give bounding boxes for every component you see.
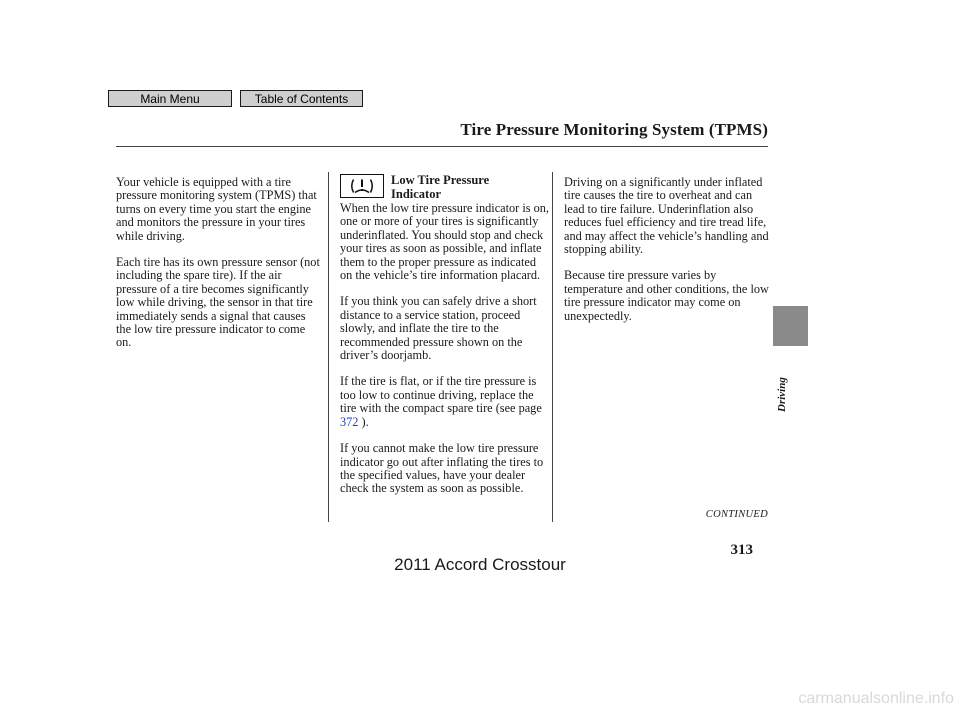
continued-label: CONTINUED [705,509,768,520]
flat-tire-text: If the tire is flat, or if the tire pressure is too low to continue driving, replace the tire with the compact spare tire (see page [340,374,542,416]
subsection-heading [391,174,489,201]
paragraph-indicator-on: When the low tire pressure indicator is on, one or more of your tires is significantly underinflated. You should stop and check your tires as soon as possible, and inflate them to the proper pressure as indicated on the vehicle’s tire information placard. [340,201,549,283]
paragraph-flat-tire [340,375,550,429]
table-of-contents-button[interactable]: Table of Contents [240,90,363,107]
chapter-tab-marker [773,306,808,346]
chapter-side-label: Driving [776,377,788,412]
flat-tire-text-end: ). [358,414,369,429]
paragraph-pressure-variation: Because tire pressure varies by temperature and other conditions, the low tire pressure indicator may come on unexpectedly. [564,268,769,323]
subsection-heading-line1: Low Tire Pressure [391,173,490,187]
column-left [116,176,322,363]
column-middle [340,202,550,509]
section-title: Tire Pressure Monitoring System (TPMS) [460,120,768,139]
watermark: carmanualsonline.info [798,690,954,707]
paragraph-underinflation-risk: Driving on a significantly under inflated tire causes the tire to overheat and can lead to tire failure. Underinflation also reduces fuel efficiency and tire tread life, and may affect the vehicle’s handling and stopping ability. [564,175,769,257]
main-menu-button[interactable]: Main Menu [108,90,232,107]
column-divider-right [552,172,553,522]
column-right [564,176,770,336]
tire-pressure-warning-icon [340,174,384,198]
column-divider-left [328,172,329,522]
paragraph-drive-to-station: If you think you can safely drive a short distance to a service station, proceed slowly, and inflate the tire to the recommended pressure shown on the driver’s doorjamb. [340,294,537,363]
page-372-link[interactable]: 372 [340,414,359,429]
page-number: 313 [730,542,753,558]
paragraph-sensor-description: Each tire has its own pressure sensor (not including the spare tire). If the air pressure of a tire becomes significantly low while driving, the sensor in that tire immediately sends a signal that causes the low tire pressure indicator to come on. [116,255,320,350]
paragraph-dealer-check: If you cannot make the low tire pressure indicator go out after inflating the tires to the specified values, have your dealer check the system as soon as possible. [340,441,544,496]
document-title: 2011 Accord Crosstour [394,555,566,574]
paragraph-tpms-intro: Your vehicle is equipped with a tire pressure monitoring system (TPMS) that turns on every time you start the engine and monitors the pressure in your tires while driving. [116,175,317,243]
header-divider [116,146,768,147]
subsection-heading-line2: Indicator [391,186,441,201]
